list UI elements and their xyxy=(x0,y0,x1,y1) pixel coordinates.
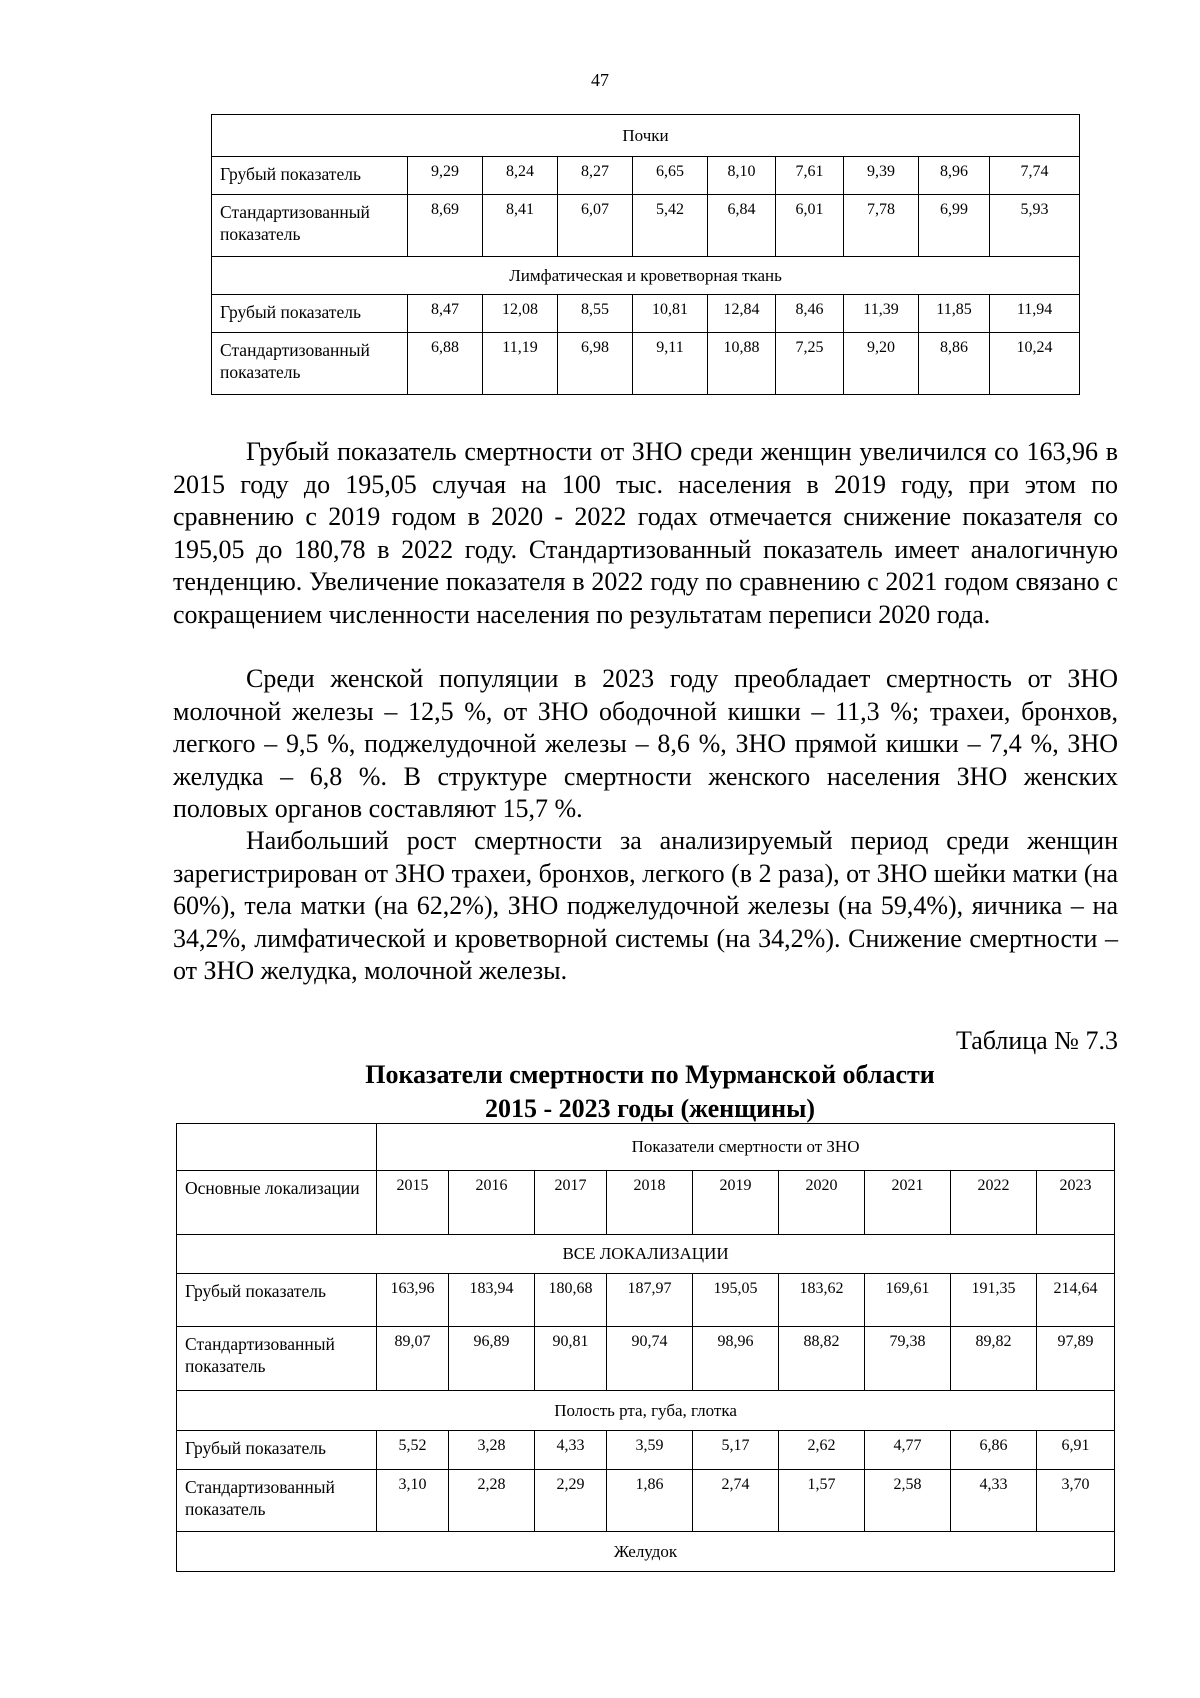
table-cell: 191,35 xyxy=(951,1274,1037,1327)
table-cell: 3,10 xyxy=(377,1470,449,1532)
row-label: Грубый показатель xyxy=(177,1431,377,1470)
table-row xyxy=(177,1274,1115,1327)
table-cell: 98,96 xyxy=(693,1327,779,1391)
table-row xyxy=(212,157,1080,195)
table-cell: 12,08 xyxy=(483,295,558,333)
table-cell: 3,28 xyxy=(449,1431,535,1470)
table-cell: 8,27 xyxy=(558,157,633,195)
table-row xyxy=(177,1327,1115,1391)
table-row xyxy=(212,195,1080,257)
table-cell: 11,19 xyxy=(483,333,558,395)
table-cell: 5,52 xyxy=(377,1431,449,1470)
table-cell: 10,24 xyxy=(990,333,1080,395)
table-cell: 7,25 xyxy=(776,333,844,395)
table-cell: 5,17 xyxy=(693,1431,779,1470)
table-cell: 6,86 xyxy=(951,1431,1037,1470)
row-label: Стандартизованный показатель xyxy=(212,333,408,395)
table-row xyxy=(212,295,1080,333)
table-cell: 4,33 xyxy=(535,1431,607,1470)
table-cell: 9,20 xyxy=(844,333,919,395)
table-number: Таблица № 7.3 xyxy=(955,1026,1118,1055)
table-row xyxy=(177,1470,1115,1532)
mortality-women-table xyxy=(176,1123,1115,1572)
table-cell: 2,29 xyxy=(535,1470,607,1532)
table-cell: 4,77 xyxy=(865,1431,951,1470)
year-header: 2022 xyxy=(951,1171,1037,1235)
empty-header-cell xyxy=(177,1124,377,1171)
row-label: Грубый показатель xyxy=(212,157,408,195)
table-cell: 97,89 xyxy=(1037,1327,1115,1391)
table-cell: 183,94 xyxy=(449,1274,535,1327)
table-cell: 5,93 xyxy=(990,195,1080,257)
table-cell: 8,96 xyxy=(919,157,990,195)
section-title: ВСЕ ЛОКАЛИЗАЦИИ xyxy=(177,1235,1115,1274)
table-cell: 9,11 xyxy=(633,333,708,395)
table-cell: 214,64 xyxy=(1037,1274,1115,1327)
table-cell: 11,85 xyxy=(919,295,990,333)
table-cell: 187,97 xyxy=(607,1274,693,1327)
row-label: Стандартизованный показатель xyxy=(177,1327,377,1391)
table-cell: 2,58 xyxy=(865,1470,951,1532)
table-cell: 12,84 xyxy=(708,295,776,333)
row-label: Стандартизованный показатель xyxy=(177,1470,377,1532)
year-header: 2020 xyxy=(779,1171,865,1235)
year-header: 2016 xyxy=(449,1171,535,1235)
table-cell: 1,57 xyxy=(779,1470,865,1532)
section-title: Почки xyxy=(212,115,1080,157)
year-header: 2023 xyxy=(1037,1171,1115,1235)
table-cell: 183,62 xyxy=(779,1274,865,1327)
table-cell: 3,59 xyxy=(607,1431,693,1470)
table-cell: 10,88 xyxy=(708,333,776,395)
table-title-line: 2015 - 2023 годы (женщины) xyxy=(484,1094,816,1123)
table-cell: 2,74 xyxy=(693,1470,779,1532)
table-cell: 9,39 xyxy=(844,157,919,195)
table-cell: 96,89 xyxy=(449,1327,535,1391)
table-cell: 6,01 xyxy=(776,195,844,257)
paragraph: Среди женской популяции в 2023 году преобладает смертность от ЗНО молочной железы – 12,5 %, от ЗНО ободочной кишки – 11,3 %; трахеи, бронхов, легкого – 9,5 %, поджелудочной железы – 8,6 %, ЗНО прямой кишки – 7,4 %, ЗНО желудка – 6,8 %. В структуре смертности женского населения ЗНО женских половых органов составляют 15,7 %. xyxy=(173,664,1118,823)
row-label: Грубый показатель xyxy=(212,295,408,333)
table-cell: 6,98 xyxy=(558,333,633,395)
year-header: 2018 xyxy=(607,1171,693,1235)
table-cell: 10,81 xyxy=(633,295,708,333)
table-cell: 180,68 xyxy=(535,1274,607,1327)
table-cell: 6,84 xyxy=(708,195,776,257)
table-cell: 89,82 xyxy=(951,1327,1037,1391)
table-cell: 89,07 xyxy=(377,1327,449,1391)
section-title: Желудок xyxy=(177,1532,1115,1572)
row-label: Грубый показатель xyxy=(177,1274,377,1327)
table-cell: 6,07 xyxy=(558,195,633,257)
table-cell: 8,24 xyxy=(483,157,558,195)
table-cell: 8,10 xyxy=(708,157,776,195)
table-row xyxy=(177,1431,1115,1470)
table-cell: 1,86 xyxy=(607,1470,693,1532)
table-cell: 8,69 xyxy=(408,195,483,257)
paragraph: Грубый показатель смертности от ЗНО среди женщин увеличился со 163,96 в 2015 году до 195,05 случая на 100 тыс. населения в 2019 году, при этом по сравнению с 2019 годом в 2020 - 2022 годах отмечается снижение показателя со 195,05 до 180,78 в 2022 году. Стандартизованный показатель имеет аналогичную тенденцию. Увеличение показателя в 2022 году по сравнению с 2021 годом связано с сокращением численности населения по результатам переписи 2020 года. xyxy=(173,437,1118,629)
table-cell: 7,74 xyxy=(990,157,1080,195)
table-title-line: Показатели смертности по Мурманской области xyxy=(365,1060,935,1089)
table-cell: 90,74 xyxy=(607,1327,693,1391)
page-number: 47 xyxy=(591,70,609,90)
section-title: Лимфатическая и кроветворная ткань xyxy=(212,257,1080,295)
section-title: Полость рта, губа, глотка xyxy=(177,1391,1115,1431)
paragraph: Наибольший рост смертности за анализируемый период среди женщин зарегистрирован от ЗНО трахеи, бронхов, легкого (в 2 раза), от ЗНО шейки матки (на 60%), тела матки (на 62,2%), ЗНО поджелудочной железы (на 59,4%), яичника – на 34,2%, лимфатической и кроветворной системы (на 34,2%). Снижение смертности – от ЗНО желудка, молочной железы. xyxy=(173,826,1118,985)
year-header: 2019 xyxy=(693,1171,779,1235)
row-label: Стандартизованный показатель xyxy=(212,195,408,257)
table-cell: 2,62 xyxy=(779,1431,865,1470)
table-cell: 7,78 xyxy=(844,195,919,257)
table-cell: 90,81 xyxy=(535,1327,607,1391)
table-cell: 4,33 xyxy=(951,1470,1037,1532)
table-cell: 8,46 xyxy=(776,295,844,333)
table-cell: 88,82 xyxy=(779,1327,865,1391)
table-cell: 11,39 xyxy=(844,295,919,333)
table-cell: 79,38 xyxy=(865,1327,951,1391)
table-cell: 163,96 xyxy=(377,1274,449,1327)
year-header: 2021 xyxy=(865,1171,951,1235)
row-header: Основные локализации xyxy=(177,1171,377,1235)
table-cell: 169,61 xyxy=(865,1274,951,1327)
table-cell: 3,70 xyxy=(1037,1470,1115,1532)
table-cell: 8,41 xyxy=(483,195,558,257)
group-header: Показатели смертности от ЗНО xyxy=(377,1124,1115,1171)
table-cell: 8,55 xyxy=(558,295,633,333)
table-cell: 8,86 xyxy=(919,333,990,395)
kidney-lymphatic-table xyxy=(211,114,1080,395)
table-row xyxy=(212,333,1080,395)
table-cell: 5,42 xyxy=(633,195,708,257)
table-cell: 6,99 xyxy=(919,195,990,257)
table-cell: 9,29 xyxy=(408,157,483,195)
table-cell: 6,91 xyxy=(1037,1431,1115,1470)
table-cell: 6,65 xyxy=(633,157,708,195)
table-cell: 8,47 xyxy=(408,295,483,333)
table-cell: 7,61 xyxy=(776,157,844,195)
table-cell: 6,88 xyxy=(408,333,483,395)
header-row xyxy=(177,1171,1115,1235)
table-cell: 2,28 xyxy=(449,1470,535,1532)
table-cell: 11,94 xyxy=(990,295,1080,333)
table-title xyxy=(0,1058,1200,1126)
table-cell: 195,05 xyxy=(693,1274,779,1327)
year-header: 2015 xyxy=(377,1171,449,1235)
year-header: 2017 xyxy=(535,1171,607,1235)
